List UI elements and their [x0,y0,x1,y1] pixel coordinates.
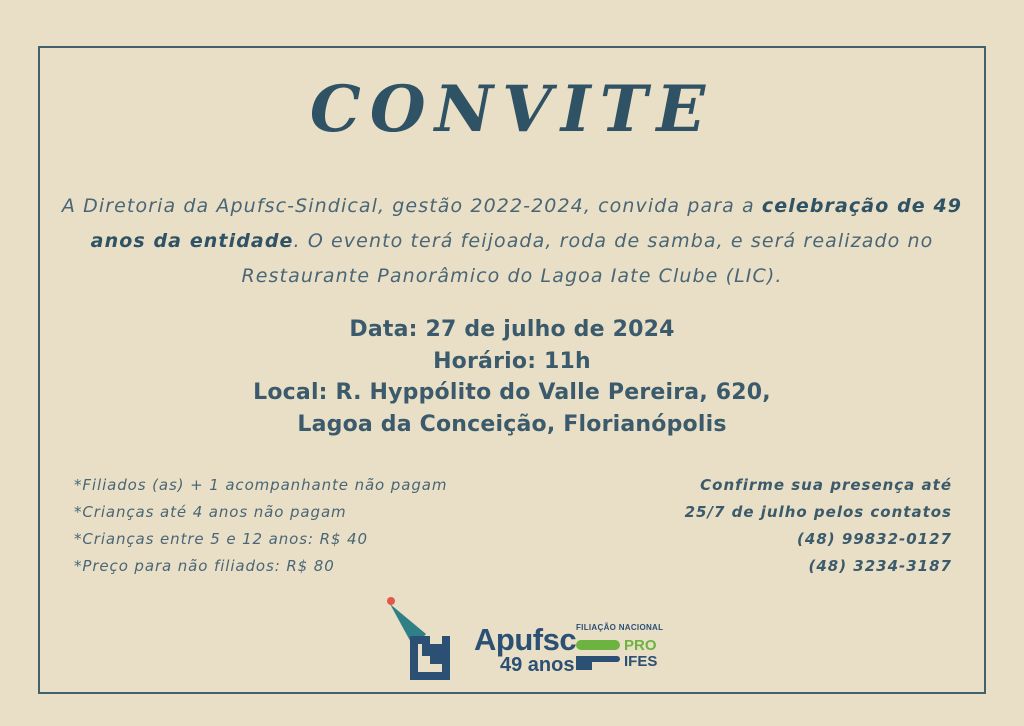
rsvp-phone2: (48) 3234-3187 [808,557,952,575]
pricing-notes [74,472,447,580]
event-date: Data: 27 de julho de 2024 [349,317,675,342]
rsvp-info [685,472,952,580]
event-time: Horário: 11h [433,348,591,374]
note-item: *Preço para não filiados: R$ 80 [74,557,335,575]
apufsc-logo-icon [386,592,476,684]
intro-paragraph [60,189,964,294]
proifes-text-top: PRO [624,637,657,654]
apufsc-wordmark: Apufsc [474,622,577,657]
note-item: *Crianças entre 5 e 12 anos: R$ 40 [74,530,368,548]
rsvp-line1: Confirme sua presença até [700,476,952,494]
apufsc-anniversary: 49 anos [500,654,575,676]
event-location-line2: Lagoa da Conceição, Florianópolis [297,411,727,437]
proifes-logo [576,636,688,672]
note-item: *Filiados (as) + 1 acompanhante não pagam [74,476,448,494]
proifes-text-bottom: IFES [624,653,658,670]
logos-area [386,592,696,684]
intro-highlight: celebração de 49 anos da entidade [90,195,963,252]
rsvp-phone1: (48) 99832-0127 [797,530,952,548]
invitation-title: CONVITE [309,72,715,147]
note-item: *Crianças até 4 anos não pagam [74,503,347,521]
rsvp-line2: 25/7 de julho pelos contatos [684,503,952,521]
intro-text-start: A Diretoria da Apufsc-Sindical, gestão 2022-2024, convida para a [61,195,762,217]
event-details [0,314,1024,440]
filiacao-label: FILIAÇÃO NACIONAL [576,623,664,632]
intro-text-end: . O evento terá feijoada, roda de samba, e será realizado no Restaurante Panorâmico do Lagoa Iate Clube (LIC). [241,230,934,287]
event-location-line1: Local: R. Hyppólito do Valle Pereira, 620, [253,380,771,405]
